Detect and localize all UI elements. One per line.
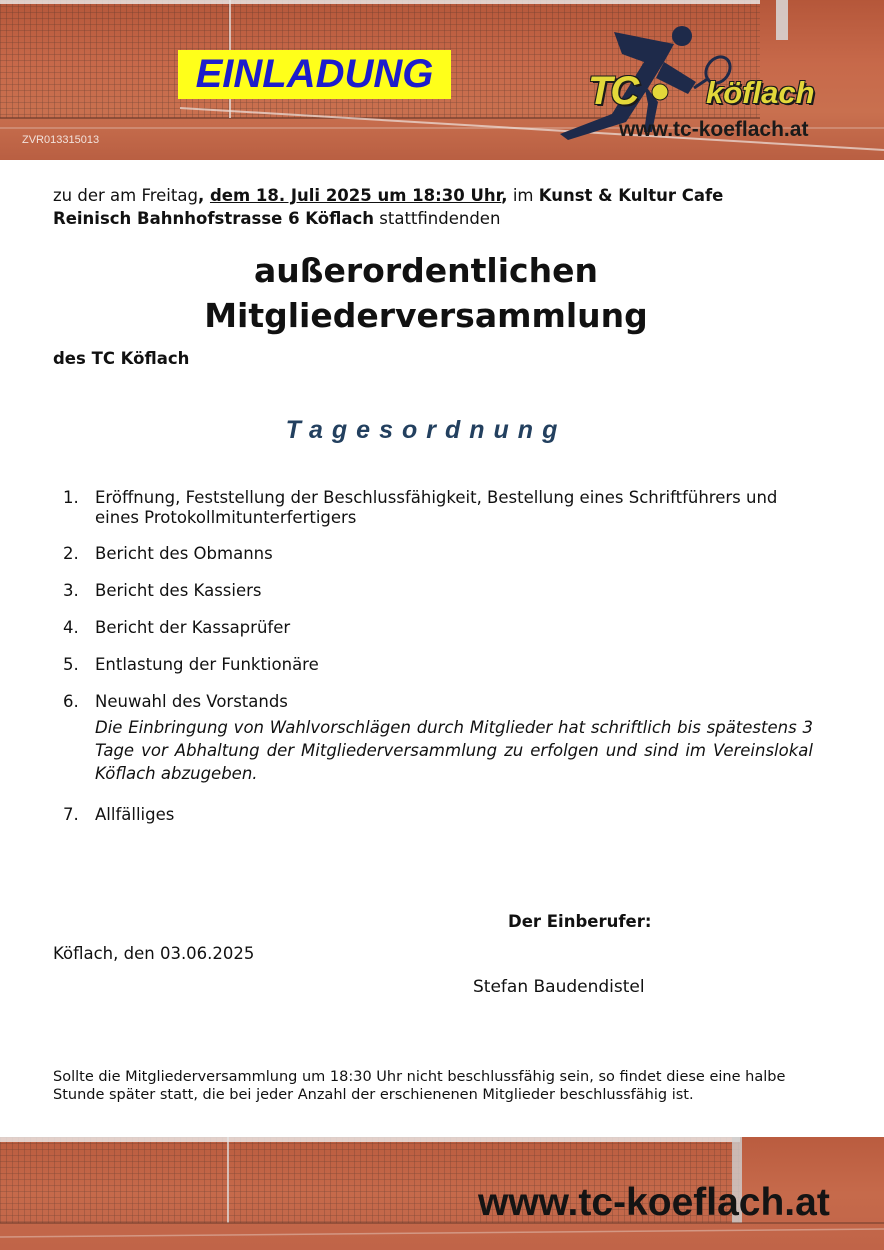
intro-text-4: stattfindenden: [374, 209, 501, 228]
footer-website-link[interactable]: www.tc-koeflach.at: [478, 1181, 830, 1224]
agenda-item-number: 4.: [63, 618, 79, 637]
agenda-item-number: 2.: [63, 544, 79, 563]
agenda-item: [53, 655, 813, 675]
club-logo[interactable]: [556, 22, 846, 147]
club-name: des TC Köflach: [53, 349, 190, 368]
agenda-item-number: 6.: [63, 692, 79, 711]
logo-town-text: köflach: [706, 75, 815, 110]
page-title: [0, 248, 852, 338]
intro-paragraph: [53, 184, 753, 230]
logo-tc-text: TC: [588, 69, 638, 113]
agenda-list: [53, 488, 813, 825]
invitation-badge: EINLADUNG: [178, 50, 451, 99]
agenda-heading: Tagesordnung: [285, 416, 567, 444]
header-website-link[interactable]: www.tc-koeflach.at: [619, 118, 809, 141]
place-date: Köflach, den 03.06.2025: [53, 944, 255, 963]
agenda-item-number: 1.: [63, 488, 79, 507]
agenda-item-text: Bericht des Obmanns: [95, 544, 273, 563]
convener-name: Stefan Baudendistel: [473, 977, 645, 997]
agenda-item-number: 7.: [63, 805, 79, 824]
footer-banner: [0, 1137, 884, 1250]
agenda-item: [53, 488, 813, 528]
agenda-item-text: Allfälliges: [95, 805, 175, 824]
registration-number: ZVR013315013: [22, 134, 100, 146]
title-line-2: Mitgliederversammlung: [204, 296, 648, 335]
agenda-item: [53, 692, 813, 785]
agenda-item: [53, 544, 813, 564]
agenda-item-number: 5.: [63, 655, 79, 674]
agenda-item-note: Die Einbringung von Wahlvorschlägen durch Mitglieder hat schriftlich bis spätestens 3 Tage vor Abhaltung der Mitgliederversammlung zu erfolgen und sind im Vereinslokal Köflach abzugeben.: [95, 718, 813, 783]
agenda-item-number: 3.: [63, 581, 79, 600]
meeting-venue: Kunst & Kultur Cafe Reinisch Bahnhofstrasse 6 Köflach: [53, 186, 724, 228]
intro-comma-2: ,: [501, 186, 508, 205]
agenda-item-text: Neuwahl des Vorstands: [95, 692, 288, 711]
agenda-item: [53, 618, 813, 638]
header-banner: [0, 0, 884, 160]
meeting-date-time: dem 18. Juli 2025 um 18:30 Uhr: [209, 186, 502, 205]
intro-comma: ,: [197, 186, 210, 205]
intro-text-3: im: [507, 186, 539, 205]
intro-text-1: zu der am Freitag: [53, 186, 198, 205]
agenda-item-text: Eröffnung, Feststellung der Beschlussfähigkeit, Bestellung eines Schriftführers und eines Protokollmitunterfertigers: [95, 488, 778, 527]
agenda-item-text: Bericht der Kassaprüfer: [95, 618, 291, 637]
agenda-item-text: Entlastung der Funktionäre: [95, 655, 319, 674]
quorum-footnote: Sollte die Mitgliederversammlung um 18:30 Uhr nicht beschlussfähig sein, so findet diese eine halbe Stunde später statt, die bei jeder Anzahl der erschienenen Mitglieder beschlussfähig ist.: [53, 1069, 786, 1103]
agenda-item-text: Bericht des Kassiers: [95, 581, 262, 600]
title-line-1: außerordentlichen: [254, 251, 598, 290]
convener-label: Der Einberufer:: [508, 912, 652, 931]
agenda-item: [53, 581, 813, 601]
agenda-item: [53, 805, 813, 825]
